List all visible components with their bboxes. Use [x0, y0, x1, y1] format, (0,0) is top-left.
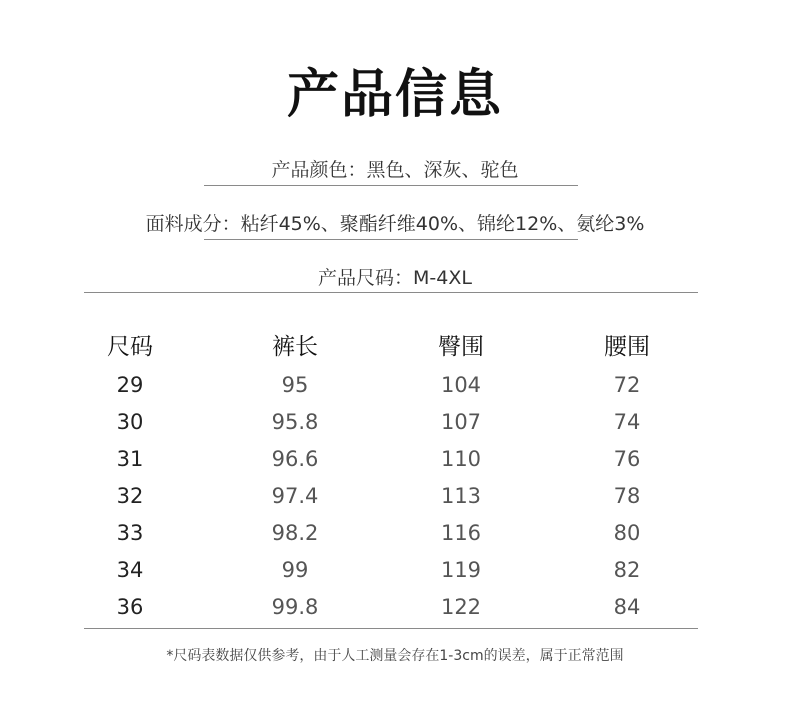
cell-waist: 76 [613, 446, 641, 471]
cell-size: 32 [116, 483, 144, 508]
product-colors: 产品颜色：黑色、深灰、驼色 [271, 159, 519, 181]
table-row [48, 366, 716, 403]
cell-length: 98.2 [271, 520, 319, 545]
cell-size: 31 [116, 446, 144, 471]
table-row [48, 477, 716, 514]
cell-length: 95.8 [271, 409, 319, 434]
page-title: 产品信息 [286, 65, 503, 125]
table-row [48, 514, 716, 551]
table-row [48, 440, 716, 477]
divider-fabric [204, 239, 578, 240]
cell-waist: 80 [613, 520, 641, 545]
cell-length: 99 [281, 557, 309, 582]
cell-size: 33 [116, 520, 144, 545]
cell-size: 29 [116, 372, 144, 397]
cell-hip: 116 [440, 520, 482, 545]
product-fabric: 面料成分：粘纤45%、聚酯纤维40%、锦纶12%、氨纶3% [145, 213, 645, 235]
cell-length: 99.8 [271, 594, 319, 619]
divider-colors [204, 185, 578, 186]
size-table [48, 322, 716, 625]
cell-hip: 122 [440, 594, 482, 619]
header-hip: 臀围 [438, 333, 484, 360]
cell-size: 30 [116, 409, 144, 434]
cell-waist: 84 [613, 594, 641, 619]
cell-waist: 74 [613, 409, 641, 434]
cell-length: 97.4 [271, 483, 319, 508]
cell-waist: 72 [613, 372, 641, 397]
header-length: 裤长 [272, 333, 318, 360]
size-table-header [48, 322, 716, 366]
product-sizes: 产品尺码：M-4XL [318, 267, 472, 289]
header-waist: 腰围 [604, 333, 650, 360]
table-row [48, 551, 716, 588]
divider-table-bottom [84, 628, 698, 629]
cell-waist: 78 [613, 483, 641, 508]
divider-sizes [84, 292, 698, 293]
cell-hip: 104 [440, 372, 482, 397]
table-row [48, 588, 716, 625]
cell-waist: 82 [613, 557, 641, 582]
cell-hip: 113 [440, 483, 482, 508]
table-row [48, 403, 716, 440]
cell-hip: 107 [440, 409, 482, 434]
cell-hip: 110 [440, 446, 482, 471]
cell-size: 34 [116, 557, 144, 582]
header-size: 尺码 [107, 333, 153, 360]
size-footnote: *尺码表数据仅供参考，由于人工测量会存在1-3cm的误差，属于正常范围 [166, 648, 624, 664]
cell-size: 36 [116, 594, 144, 619]
cell-hip: 119 [440, 557, 482, 582]
cell-length: 95 [281, 372, 309, 397]
cell-length: 96.6 [271, 446, 319, 471]
